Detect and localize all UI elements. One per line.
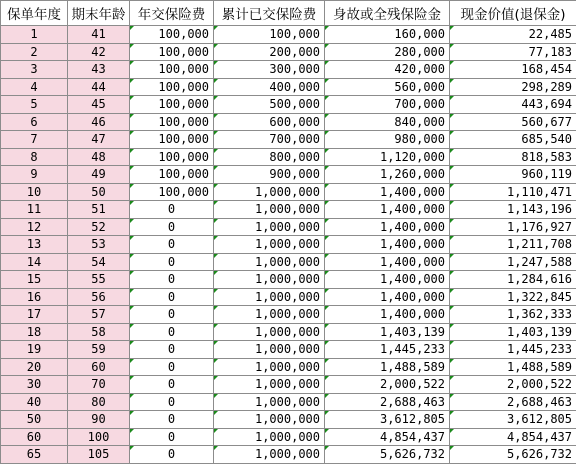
annual-premium-cell[interactable]: 0 bbox=[130, 201, 214, 219]
table-row bbox=[1, 96, 576, 114]
cash-value-cell[interactable]: 1,488,589 bbox=[450, 358, 576, 376]
death-benefit-cell[interactable]: 420,000 bbox=[325, 61, 450, 79]
age-cell[interactable]: 60 bbox=[68, 358, 130, 376]
death-benefit-cell[interactable]: 5,626,732 bbox=[325, 446, 450, 464]
cumulative-premium-cell[interactable]: 1,000,000 bbox=[214, 288, 325, 306]
annual-premium-cell[interactable]: 0 bbox=[130, 271, 214, 289]
annual-premium-cell[interactable]: 0 bbox=[130, 323, 214, 341]
cumulative-premium-cell[interactable]: 1,000,000 bbox=[214, 201, 325, 219]
annual-premium-cell[interactable]: 100,000 bbox=[130, 43, 214, 61]
cumulative-premium-cell[interactable]: 400,000 bbox=[214, 78, 325, 96]
col-header-death-benefit[interactable]: 身故或全残保险金 bbox=[325, 1, 450, 26]
cumulative-premium-cell[interactable]: 500,000 bbox=[214, 96, 325, 114]
death-benefit-cell[interactable]: 1,488,589 bbox=[325, 358, 450, 376]
cash-value-cell[interactable]: 4,854,437 bbox=[450, 428, 576, 446]
policy-year-cell[interactable]: 13 bbox=[1, 236, 68, 254]
age-cell[interactable]: 50 bbox=[68, 183, 130, 201]
age-cell[interactable]: 42 bbox=[68, 43, 130, 61]
age-cell[interactable]: 56 bbox=[68, 288, 130, 306]
policy-year-cell[interactable]: 8 bbox=[1, 148, 68, 166]
age-cell[interactable]: 46 bbox=[68, 113, 130, 131]
table-row bbox=[1, 218, 576, 236]
policy-year-cell[interactable]: 12 bbox=[1, 218, 68, 236]
annual-premium-cell[interactable]: 100,000 bbox=[130, 166, 214, 184]
policy-year-cell[interactable]: 3 bbox=[1, 61, 68, 79]
annual-premium-cell[interactable]: 100,000 bbox=[130, 78, 214, 96]
cumulative-premium-cell[interactable]: 1,000,000 bbox=[214, 358, 325, 376]
policy-year-cell[interactable]: 60 bbox=[1, 428, 68, 446]
death-benefit-cell[interactable]: 1,400,000 bbox=[325, 236, 450, 254]
cash-value-cell[interactable]: 1,176,927 bbox=[450, 218, 576, 236]
cash-value-cell[interactable]: 960,119 bbox=[450, 166, 576, 184]
death-benefit-cell[interactable]: 560,000 bbox=[325, 78, 450, 96]
policy-year-cell[interactable]: 7 bbox=[1, 131, 68, 149]
cumulative-premium-cell[interactable]: 1,000,000 bbox=[214, 306, 325, 324]
age-cell[interactable]: 55 bbox=[68, 271, 130, 289]
annual-premium-cell[interactable]: 0 bbox=[130, 376, 214, 394]
cumulative-premium-cell[interactable]: 1,000,000 bbox=[214, 236, 325, 254]
cash-value-cell[interactable]: 1,143,196 bbox=[450, 201, 576, 219]
age-cell[interactable]: 52 bbox=[68, 218, 130, 236]
cash-value-cell[interactable]: 1,403,139 bbox=[450, 323, 576, 341]
annual-premium-cell[interactable]: 0 bbox=[130, 411, 214, 429]
age-cell[interactable]: 105 bbox=[68, 446, 130, 464]
death-benefit-cell[interactable]: 980,000 bbox=[325, 131, 450, 149]
table-row bbox=[1, 131, 576, 149]
cumulative-premium-cell[interactable]: 1,000,000 bbox=[214, 446, 325, 464]
cumulative-premium-cell[interactable]: 1,000,000 bbox=[214, 253, 325, 271]
table-row bbox=[1, 376, 576, 394]
annual-premium-cell[interactable]: 100,000 bbox=[130, 148, 214, 166]
age-cell[interactable]: 54 bbox=[68, 253, 130, 271]
table-row bbox=[1, 78, 576, 96]
policy-year-cell[interactable]: 1 bbox=[1, 26, 68, 44]
annual-premium-cell[interactable]: 0 bbox=[130, 341, 214, 359]
policy-year-cell[interactable]: 30 bbox=[1, 376, 68, 394]
death-benefit-cell[interactable]: 1,400,000 bbox=[325, 201, 450, 219]
annual-premium-cell[interactable]: 100,000 bbox=[130, 61, 214, 79]
cumulative-premium-cell[interactable]: 1,000,000 bbox=[214, 271, 325, 289]
table-row bbox=[1, 428, 576, 446]
death-benefit-cell[interactable]: 1,400,000 bbox=[325, 253, 450, 271]
cash-value-cell[interactable]: 1,211,708 bbox=[450, 236, 576, 254]
age-cell[interactable]: 57 bbox=[68, 306, 130, 324]
annual-premium-cell[interactable]: 0 bbox=[130, 288, 214, 306]
cumulative-premium-cell[interactable]: 800,000 bbox=[214, 148, 325, 166]
cumulative-premium-cell[interactable]: 1,000,000 bbox=[214, 393, 325, 411]
policy-year-cell[interactable]: 4 bbox=[1, 78, 68, 96]
policy-year-cell[interactable]: 65 bbox=[1, 446, 68, 464]
age-cell[interactable]: 47 bbox=[68, 131, 130, 149]
policy-year-cell[interactable]: 15 bbox=[1, 271, 68, 289]
age-cell[interactable]: 43 bbox=[68, 61, 130, 79]
policy-year-cell[interactable]: 10 bbox=[1, 183, 68, 201]
table-row bbox=[1, 26, 576, 44]
col-header-cumulative-premium[interactable]: 累计已交保险费 bbox=[214, 1, 325, 26]
policy-year-cell[interactable]: 6 bbox=[1, 113, 68, 131]
policy-year-cell[interactable]: 18 bbox=[1, 323, 68, 341]
death-benefit-cell[interactable]: 1,120,000 bbox=[325, 148, 450, 166]
policy-year-cell[interactable]: 20 bbox=[1, 358, 68, 376]
death-benefit-cell[interactable]: 2,000,522 bbox=[325, 376, 450, 394]
cumulative-premium-cell[interactable]: 1,000,000 bbox=[214, 428, 325, 446]
death-benefit-cell[interactable]: 1,403,139 bbox=[325, 323, 450, 341]
cumulative-premium-cell[interactable]: 1,000,000 bbox=[214, 411, 325, 429]
policy-year-cell[interactable]: 14 bbox=[1, 253, 68, 271]
cash-value-cell[interactable]: 5,626,732 bbox=[450, 446, 576, 464]
table-row bbox=[1, 61, 576, 79]
cash-value-cell[interactable]: 2,000,522 bbox=[450, 376, 576, 394]
header-row bbox=[1, 1, 576, 26]
cumulative-premium-cell[interactable]: 300,000 bbox=[214, 61, 325, 79]
cash-value-cell[interactable]: 1,445,233 bbox=[450, 341, 576, 359]
cumulative-premium-cell[interactable]: 700,000 bbox=[214, 131, 325, 149]
annual-premium-cell[interactable]: 0 bbox=[130, 428, 214, 446]
col-header-annual-premium[interactable]: 年交保险费 bbox=[130, 1, 214, 26]
death-benefit-cell[interactable]: 1,400,000 bbox=[325, 218, 450, 236]
cumulative-premium-cell[interactable]: 900,000 bbox=[214, 166, 325, 184]
cumulative-premium-cell[interactable]: 200,000 bbox=[214, 43, 325, 61]
cash-value-cell[interactable]: 1,284,616 bbox=[450, 271, 576, 289]
age-cell[interactable]: 51 bbox=[68, 201, 130, 219]
death-benefit-cell[interactable]: 4,854,437 bbox=[325, 428, 450, 446]
annual-premium-cell[interactable]: 0 bbox=[130, 393, 214, 411]
age-cell[interactable]: 48 bbox=[68, 148, 130, 166]
table-row bbox=[1, 148, 576, 166]
table-row bbox=[1, 253, 576, 271]
age-cell[interactable]: 90 bbox=[68, 411, 130, 429]
cash-value-cell[interactable]: 2,688,463 bbox=[450, 393, 576, 411]
table-row bbox=[1, 183, 576, 201]
age-cell[interactable]: 70 bbox=[68, 376, 130, 394]
policy-year-cell[interactable]: 50 bbox=[1, 411, 68, 429]
policy-year-cell[interactable]: 19 bbox=[1, 341, 68, 359]
table-row bbox=[1, 166, 576, 184]
death-benefit-cell[interactable]: 1,400,000 bbox=[325, 271, 450, 289]
table-row bbox=[1, 341, 576, 359]
annual-premium-cell[interactable]: 0 bbox=[130, 446, 214, 464]
cumulative-premium-cell[interactable]: 1,000,000 bbox=[214, 341, 325, 359]
cash-value-cell[interactable]: 1,110,471 bbox=[450, 183, 576, 201]
death-benefit-cell[interactable]: 1,400,000 bbox=[325, 183, 450, 201]
annual-premium-cell[interactable]: 100,000 bbox=[130, 96, 214, 114]
table-row bbox=[1, 113, 576, 131]
cash-value-cell[interactable]: 818,583 bbox=[450, 148, 576, 166]
death-benefit-cell[interactable]: 160,000 bbox=[325, 26, 450, 44]
cash-value-cell[interactable]: 1,247,588 bbox=[450, 253, 576, 271]
death-benefit-cell[interactable]: 3,612,805 bbox=[325, 411, 450, 429]
table-row bbox=[1, 43, 576, 61]
death-benefit-cell[interactable]: 700,000 bbox=[325, 96, 450, 114]
death-benefit-cell[interactable]: 1,260,000 bbox=[325, 166, 450, 184]
table-row bbox=[1, 411, 576, 429]
cash-value-cell[interactable]: 560,677 bbox=[450, 113, 576, 131]
age-cell[interactable]: 44 bbox=[68, 78, 130, 96]
table-row bbox=[1, 288, 576, 306]
annual-premium-cell[interactable]: 100,000 bbox=[130, 131, 214, 149]
table-row bbox=[1, 393, 576, 411]
table-row bbox=[1, 236, 576, 254]
policy-year-cell[interactable]: 5 bbox=[1, 96, 68, 114]
death-benefit-cell[interactable]: 1,400,000 bbox=[325, 288, 450, 306]
cumulative-premium-cell[interactable]: 600,000 bbox=[214, 113, 325, 131]
cash-value-cell[interactable]: 1,362,333 bbox=[450, 306, 576, 324]
death-benefit-cell[interactable]: 1,400,000 bbox=[325, 306, 450, 324]
table-row bbox=[1, 271, 576, 289]
policy-year-cell[interactable]: 11 bbox=[1, 201, 68, 219]
table-row bbox=[1, 201, 576, 219]
annual-premium-cell[interactable]: 0 bbox=[130, 358, 214, 376]
cash-value-cell[interactable]: 1,322,845 bbox=[450, 288, 576, 306]
policy-year-cell[interactable]: 17 bbox=[1, 306, 68, 324]
age-cell[interactable]: 41 bbox=[68, 26, 130, 44]
cumulative-premium-cell[interactable]: 1,000,000 bbox=[214, 376, 325, 394]
col-header-age-end[interactable]: 期末年龄 bbox=[68, 1, 130, 26]
death-benefit-cell[interactable]: 1,445,233 bbox=[325, 341, 450, 359]
table-row bbox=[1, 358, 576, 376]
death-benefit-cell[interactable]: 840,000 bbox=[325, 113, 450, 131]
age-cell[interactable]: 80 bbox=[68, 393, 130, 411]
cumulative-premium-cell[interactable]: 100,000 bbox=[214, 26, 325, 44]
age-cell[interactable]: 53 bbox=[68, 236, 130, 254]
cash-value-cell[interactable]: 443,694 bbox=[450, 96, 576, 114]
cumulative-premium-cell[interactable]: 1,000,000 bbox=[214, 218, 325, 236]
table-row bbox=[1, 306, 576, 324]
age-cell[interactable]: 45 bbox=[68, 96, 130, 114]
age-cell[interactable]: 100 bbox=[68, 428, 130, 446]
cash-value-cell[interactable]: 685,540 bbox=[450, 131, 576, 149]
col-header-cash-value[interactable]: 现金价值(退保金) bbox=[450, 1, 576, 26]
cumulative-premium-cell[interactable]: 1,000,000 bbox=[214, 323, 325, 341]
age-cell[interactable]: 49 bbox=[68, 166, 130, 184]
death-benefit-cell[interactable]: 280,000 bbox=[325, 43, 450, 61]
age-cell[interactable]: 58 bbox=[68, 323, 130, 341]
policy-year-cell[interactable]: 2 bbox=[1, 43, 68, 61]
annual-premium-cell[interactable]: 0 bbox=[130, 236, 214, 254]
policy-year-cell[interactable]: 9 bbox=[1, 166, 68, 184]
annual-premium-cell[interactable]: 0 bbox=[130, 253, 214, 271]
table-row bbox=[1, 446, 576, 464]
annual-premium-cell[interactable]: 0 bbox=[130, 218, 214, 236]
cumulative-premium-cell[interactable]: 1,000,000 bbox=[214, 183, 325, 201]
death-benefit-cell[interactable]: 2,688,463 bbox=[325, 393, 450, 411]
table-row bbox=[1, 323, 576, 341]
policy-year-cell[interactable]: 16 bbox=[1, 288, 68, 306]
annual-premium-cell[interactable]: 100,000 bbox=[130, 113, 214, 131]
annual-premium-cell[interactable]: 0 bbox=[130, 306, 214, 324]
cash-value-cell[interactable]: 77,183 bbox=[450, 43, 576, 61]
cash-value-cell[interactable]: 298,289 bbox=[450, 78, 576, 96]
annual-premium-cell[interactable]: 100,000 bbox=[130, 26, 214, 44]
annual-premium-cell[interactable]: 100,000 bbox=[130, 183, 214, 201]
cash-value-cell[interactable]: 22,485 bbox=[450, 26, 576, 44]
cash-value-cell[interactable]: 168,454 bbox=[450, 61, 576, 79]
policy-year-cell[interactable]: 40 bbox=[1, 393, 68, 411]
col-header-policy-year[interactable]: 保单年度 bbox=[1, 1, 68, 26]
cash-value-cell[interactable]: 3,612,805 bbox=[450, 411, 576, 429]
age-cell[interactable]: 59 bbox=[68, 341, 130, 359]
